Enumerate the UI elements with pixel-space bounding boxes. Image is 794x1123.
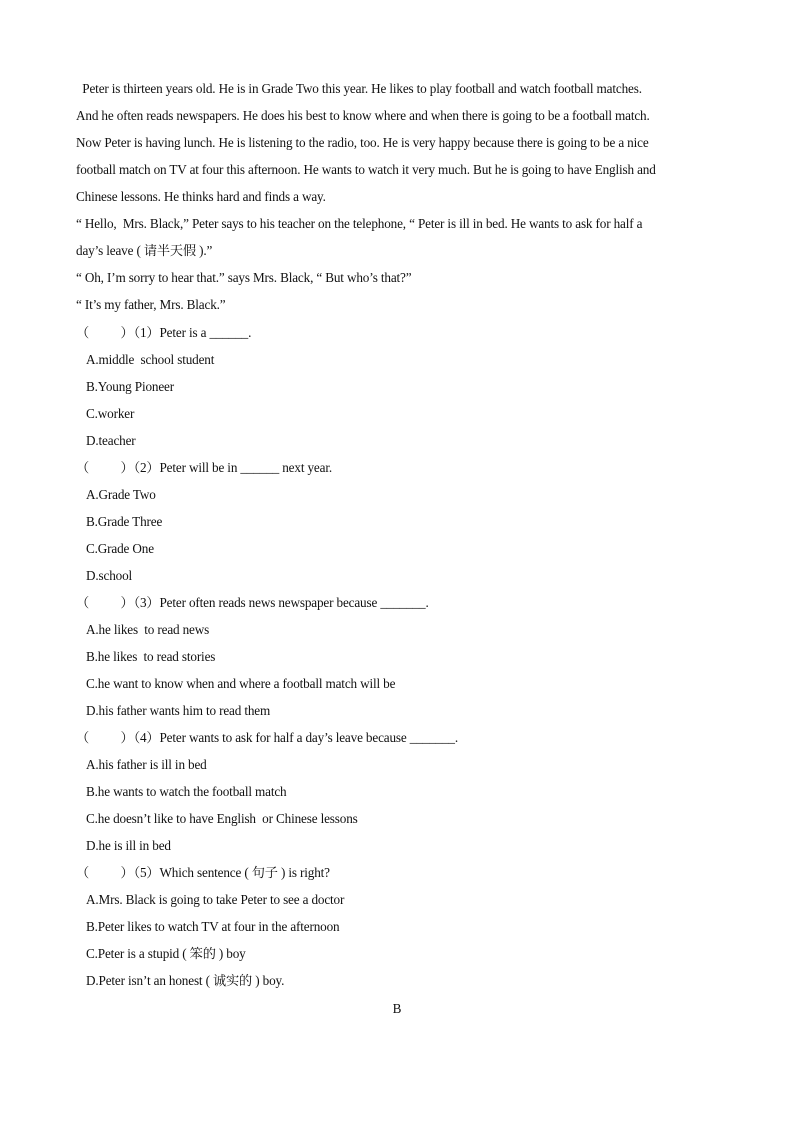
question-stem: （ ）（2）Peter will be in ______ next year. <box>76 460 332 475</box>
passage-line: And he often reads newspapers. He does his best to know where and when there is going to be a football match. <box>76 108 650 123</box>
passage-line: Chinese lessons. He thinks hard and finds a way. <box>76 189 326 204</box>
dialogue-line: day’s leave ( 请半天假 ).” <box>76 243 213 258</box>
passage-line: Now Peter is having lunch. He is listening to the radio, too. He is very happy because there is going to be a nice <box>76 135 649 150</box>
answer-option: D.teacher <box>86 433 136 448</box>
answer-option: B.he wants to watch the football match <box>86 784 287 799</box>
answer-option: A.his father is ill in bed <box>86 757 207 772</box>
passage-line: football match on TV at four this afternoon. He wants to watch it very much. But he is going to have English and <box>76 162 656 177</box>
answer-option: D.Peter isn’t an honest ( 诚实的 ) boy. <box>86 973 285 988</box>
question-stem: （ ）（4）Peter wants to ask for half a day’s leave because _______. <box>76 730 459 745</box>
question-stem: （ ）（5）Which sentence ( 句子 ) is right? <box>76 865 330 880</box>
answer-option: C.Peter is a stupid ( 笨的 ) boy <box>86 946 246 961</box>
answer-option: B.Young Pioneer <box>86 379 175 394</box>
dialogue-line: “ Hello, Mrs. Black,” Peter says to his teacher on the telephone, “ Peter is ill in bed. He wants to ask for half a <box>76 216 643 231</box>
section-label: B <box>392 1001 402 1016</box>
answer-option: A.middle school student <box>86 352 215 367</box>
question-stem: （ ）（1）Peter is a ______. <box>76 325 252 340</box>
dialogue-line: “ It’s my father, Mrs. Black.” <box>76 297 226 312</box>
answer-option: A.Mrs. Black is going to take Peter to see a doctor <box>86 892 345 907</box>
passage-line: Peter is thirteen years old. He is in Grade Two this year. He likes to play football and watch football matches. <box>76 81 642 96</box>
answer-option: A.Grade Two <box>86 487 156 502</box>
answer-option: D.he is ill in bed <box>86 838 171 853</box>
answer-option: B.Grade Three <box>86 514 163 529</box>
answer-option: C.Grade One <box>86 541 154 556</box>
answer-option: C.he want to know when and where a football match will be <box>86 676 396 691</box>
answer-option: B.he likes to read stories <box>86 649 216 664</box>
answer-option: D.his father wants him to read them <box>86 703 271 718</box>
question-stem: （ ）（3）Peter often reads news newspaper because _______. <box>76 595 429 610</box>
answer-option: B.Peter likes to watch TV at four in the afternoon <box>86 919 340 934</box>
dialogue-line: “ Oh, I’m sorry to hear that.” says Mrs. Black, “ But who’s that?” <box>76 270 412 285</box>
answer-option: D.school <box>86 568 133 583</box>
answer-option: C.he doesn’t like to have English or Chinese lessons <box>86 811 358 826</box>
answer-option: A.he likes to read news <box>86 622 210 637</box>
answer-option: C.worker <box>86 406 135 421</box>
